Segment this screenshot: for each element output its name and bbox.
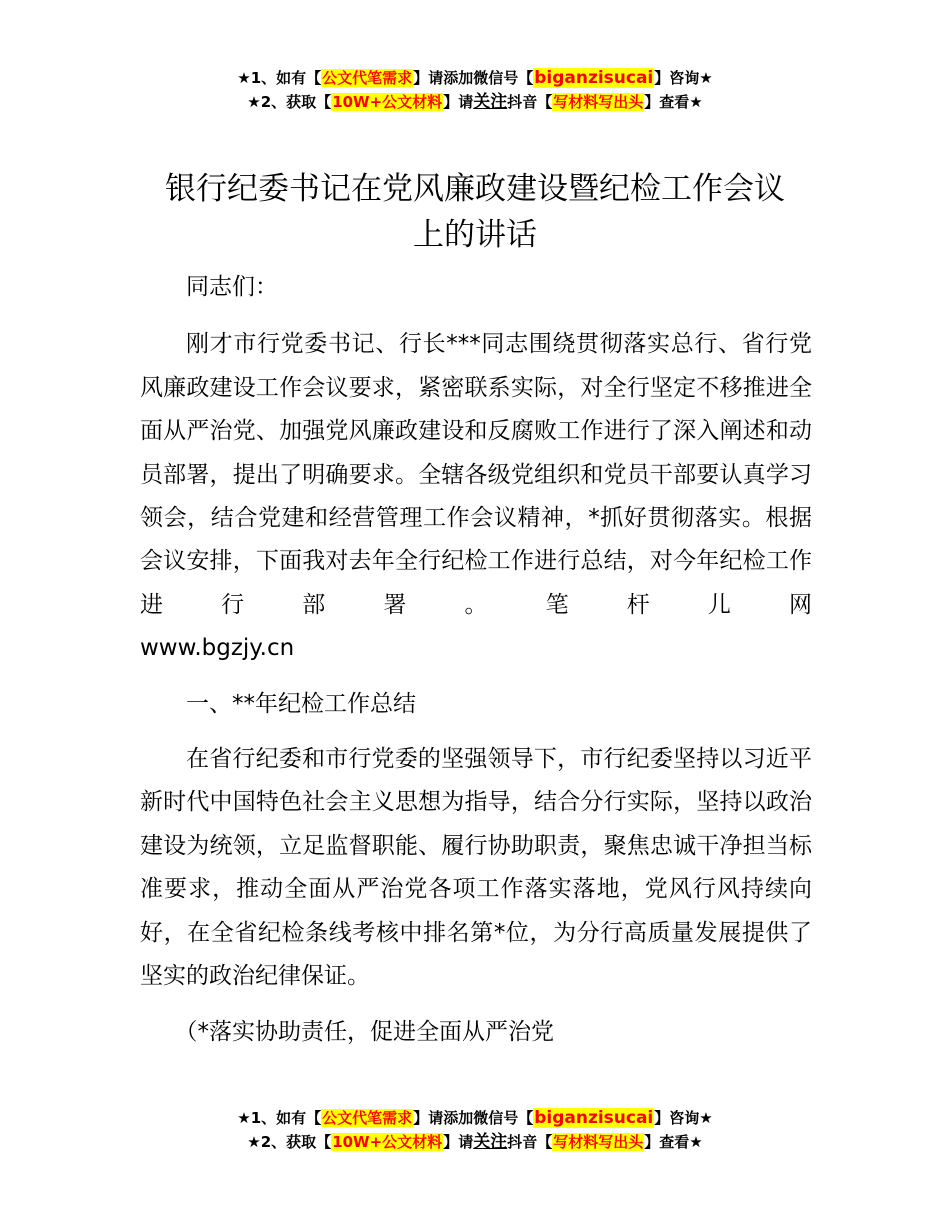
title-line-2: 上的讲话 [413,217,537,253]
banner-line-1 [0,1106,950,1130]
banner-highlight-writing-service: 公文代笔需求 [322,1109,413,1127]
document-title [140,166,810,258]
paragraph-summary: 在省行纪委和市行党委的坚强领导下，市行纪委坚持以习近平新时代中国特色社会主义思想为指导，结合分行实际，坚持以政治建设为统领，立足监督职能、履行协助职责，聚焦忠诚干净担当标准要求，推动全面从严治党各项工作落实落地，党风行风持续向好，在全省纪检条线考核中排名第*位，为分行高质量发展提供了坚实的政治纪律保证。 [140,746,812,990]
banner-underline-follow: 关注 [473,1132,508,1152]
banner-highlight-douyin-account: 写材料写出头 [553,1133,644,1151]
title-line-1: 银行纪委书记在党风廉政建设暨纪检工作会议 [165,171,785,207]
banner-text: 】请添加微信号【 [413,1109,534,1127]
banner-text: 】请 [443,1133,474,1151]
banner-highlight-materials: 10W+公文材料 [332,93,443,111]
banner-text: ★2、获取【 [247,1133,332,1151]
salutation: 同志们： [186,274,278,300]
banner-highlight-writing-service: 公文代笔需求 [322,69,413,87]
document-body [140,266,812,1054]
banner-highlight-douyin-account: 写材料写出头 [553,93,644,111]
banner-text: 】查看★ [644,93,703,111]
banner-text: 】咨询★ [654,1109,713,1127]
banner-line-2 [0,90,950,114]
bottom-banner [0,1106,950,1154]
paragraph-intro-url: www.bgzjy.cn [140,635,295,662]
banner-text: 】查看★ [644,1133,703,1151]
banner-highlight-wechat-id: biganzisucai [534,68,654,88]
section-heading-1: 一、**年纪检工作总结 [186,690,416,717]
banner-underline-follow: 关注 [473,92,508,112]
banner-text: ★1、如有【 [237,69,322,87]
banner-text: 】请添加微信号【 [413,69,534,87]
top-banner [0,66,950,114]
subsection-heading-1: （*落实协助责任，促进全面从严治党 [174,1018,554,1045]
banner-highlight-wechat-id: biganzisucai [534,1108,654,1128]
banner-text: ★1、如有【 [237,1109,322,1127]
banner-text: ★2、获取【 [247,93,332,111]
banner-text: 抖音【 [507,93,553,111]
banner-text: 】咨询★ [654,69,713,87]
banner-text: 】请 [443,93,474,111]
paragraph-intro: 刚才市行党委书记、行长***同志围绕贯彻落实总行、省行党风廉政建设工作会议要求，紧密联系实际，对全行坚定不移推进全面从严治党、加强党风廉政建设和反腐败工作进行了深入阐述和动员部署，提出了明确要求。全辖各级党组织和党员干部要认真学习领会，结合党建和经营管理工作会议精神，*抓好贯彻落实。根据会议安排，下面我对去年全行纪检工作进行总结，对今年纪检工作进行部署。笔杆儿网 [140,331,812,618]
banner-text: 抖音【 [507,1133,553,1151]
banner-line-1 [0,66,950,90]
banner-line-2 [0,1130,950,1154]
banner-highlight-materials: 10W+公文材料 [332,1133,443,1151]
